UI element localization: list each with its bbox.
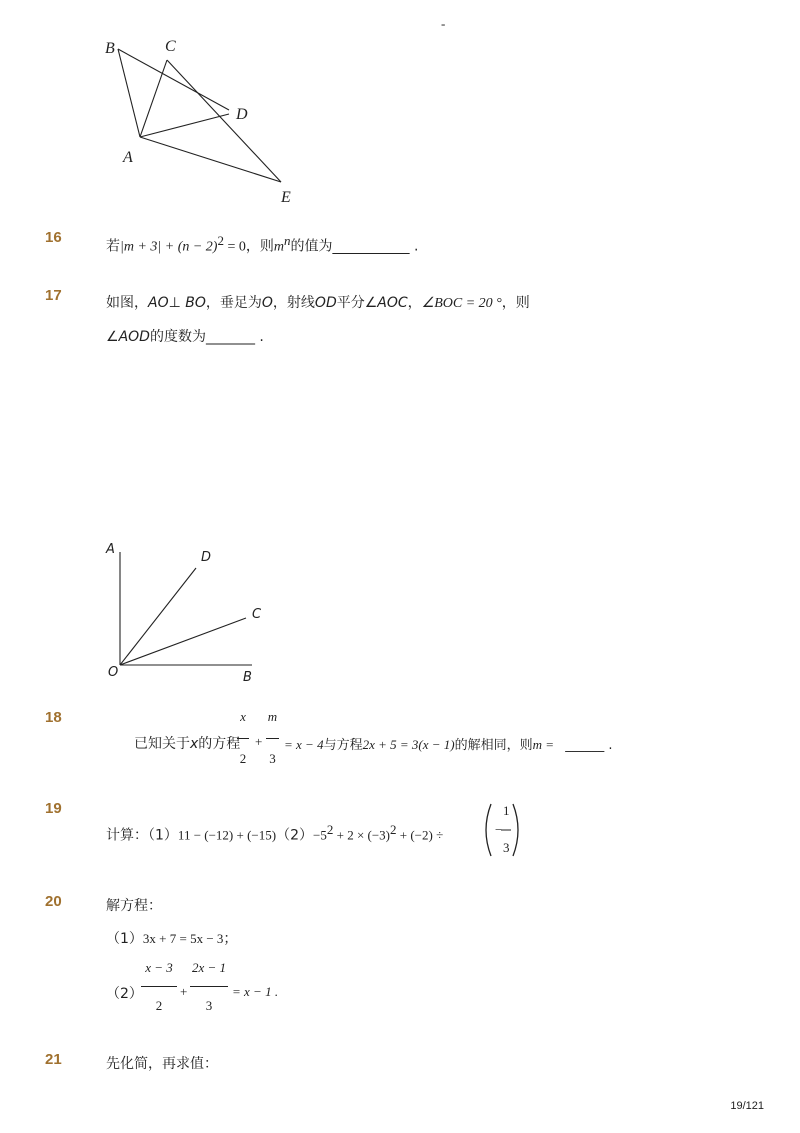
question-19-text: 计算：$(1)11 - (-12) + (-15)(2)-5^2 + 2 \times (-3)^2 + (-2)$ ÷ bbox=[106, 822, 444, 844]
label-b: B bbox=[105, 40, 115, 57]
page-number: 19/121 bbox=[730, 1100, 764, 1112]
label-d: D bbox=[236, 106, 248, 123]
question-21-label: 先化简，再求值： bbox=[106, 1056, 218, 1072]
fraction-x-over-2: x 2 bbox=[237, 709, 249, 767]
question-17-line2: ∠AOD的度数为_______ . bbox=[106, 329, 264, 345]
top-mark: - bbox=[441, 16, 446, 31]
question-20-label: 解方程： bbox=[106, 898, 162, 914]
label-d: D bbox=[201, 550, 212, 565]
question-16-text: 若$|m + 3| + (n - 2)^2 = 0$，则$m^n$的值为___________ . bbox=[106, 233, 419, 255]
question-number-16: 16 bbox=[45, 229, 62, 246]
fraction-numerator: 1 bbox=[503, 803, 510, 818]
figure-triangles bbox=[95, 32, 315, 212]
label-e: E bbox=[281, 189, 291, 206]
question-number-18: 18 bbox=[45, 709, 62, 726]
label-a: A bbox=[123, 149, 133, 166]
question-20-part2-label: （2） bbox=[106, 986, 143, 1002]
question-number-17: 17 bbox=[45, 287, 62, 304]
label-b: B bbox=[243, 670, 252, 685]
label-c: C bbox=[252, 607, 262, 622]
label-a: A bbox=[106, 542, 115, 557]
label-c: C bbox=[165, 38, 176, 55]
fraction-m-over-3: m 3 bbox=[267, 709, 278, 766]
question-17-line1: 如图，AO⊥ BO，垂足为O，射线OD平分∠AOC，∠BOC = 20 °，则 bbox=[106, 295, 530, 311]
fraction-x-minus-3-over-2: x − 3 2 bbox=[141, 960, 177, 1014]
fraction-2x-minus-1-over-3: 2x − 1 3 bbox=[191, 960, 227, 1013]
fraction-sign: − bbox=[495, 822, 503, 837]
question-20-part1: （1）3x + 7 = 5x − 3； bbox=[106, 931, 238, 947]
question-20-part2-rhs: = x − 1 . bbox=[232, 984, 279, 999]
fraction-denominator: 3 bbox=[503, 840, 510, 855]
figure-angles bbox=[100, 538, 270, 688]
plus-sign-2: + bbox=[180, 984, 188, 999]
question-18-text-a: 已知关于x的方程 bbox=[134, 736, 241, 752]
parenthesized-fraction bbox=[482, 802, 522, 858]
plus-sign: + bbox=[255, 734, 263, 749]
question-number-21: 21 bbox=[45, 1051, 62, 1068]
question-18-rest: = x − 4与方程2x + 5 = 3(x − 1)的解相同，则m = ______ . bbox=[284, 737, 613, 753]
question-number-19: 19 bbox=[45, 800, 62, 817]
question-number-20: 20 bbox=[45, 893, 62, 910]
label-o: O bbox=[108, 665, 119, 680]
